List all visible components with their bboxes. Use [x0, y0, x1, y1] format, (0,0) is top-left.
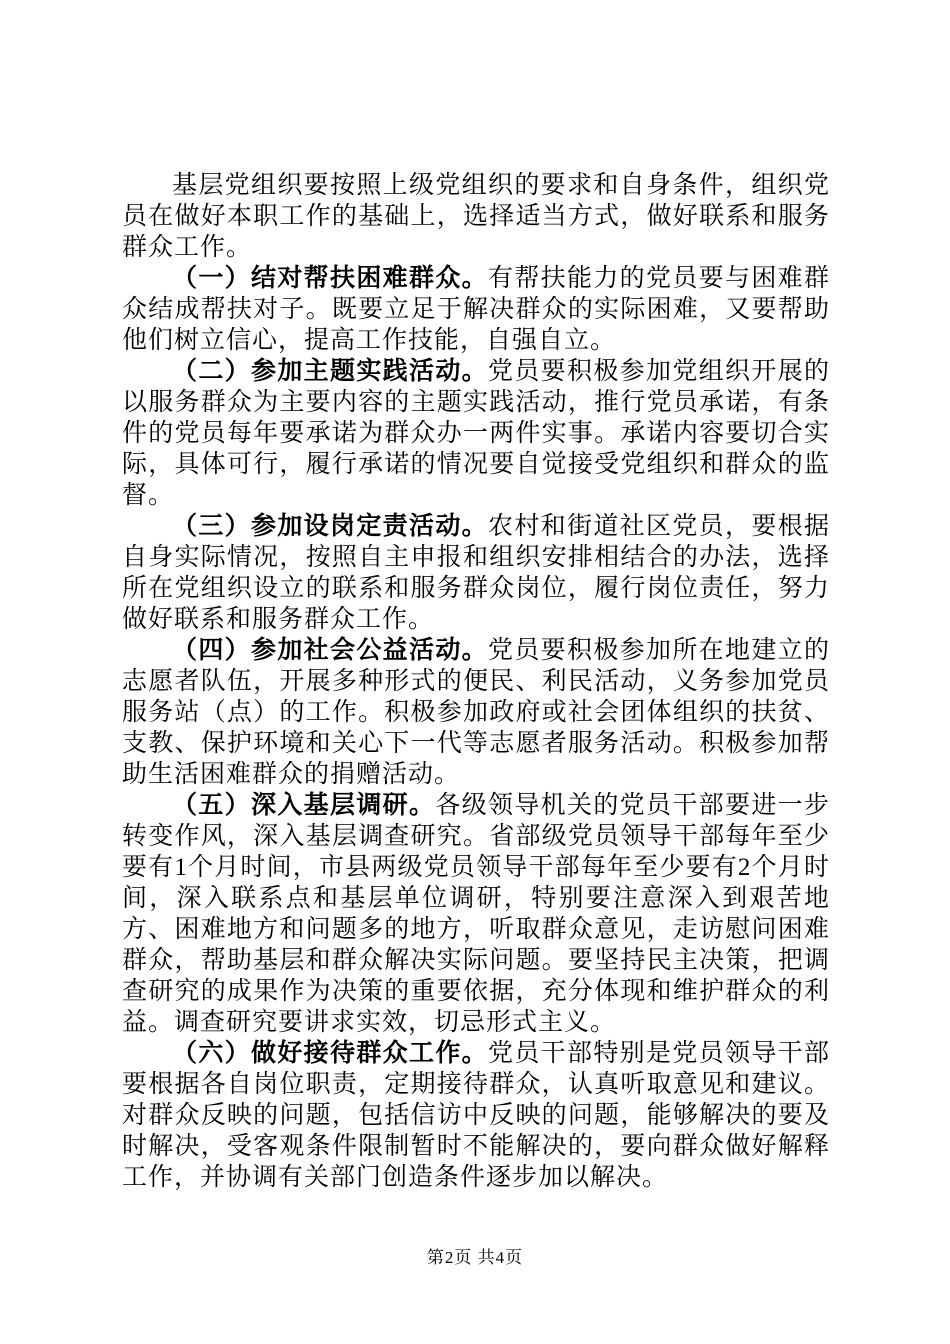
- section-heading: （二）参加主题实践活动。: [172, 358, 488, 385]
- section-heading: （三）参加设岗定责活动。: [172, 513, 488, 540]
- paragraph-text: 各级领导机关的党员干部要进一步转变作风，深入基层调查研究。省部级党员领导干部每年至少要有1个月时间，市县两级党员领导干部每年至少要有2个月时间，深入联系点和基层单位调研，特别要注意深入到艰苦地方、困难地方和问题多的地方，听取群众意见，走访慰问困难群众，帮助基层和群众解决实际问题。要坚持民主决策，把调查研究的成果作为决策的重要依据，充分体现和维护群众的利益。调查研究要讲求实效，切忌形式主义。: [122, 792, 830, 1036]
- section-heading: （六）做好接待群众工作。: [172, 1040, 488, 1067]
- paragraph: [122, 1038, 830, 1193]
- paragraph: [122, 263, 830, 356]
- section-heading: （五）深入基层调研。: [172, 792, 436, 819]
- paragraph-text: 党员要积极参加所在地建立的志愿者队伍，开展多种形式的便民、利民活动，义务参加党员服务站（点）的工作。积极参加政府或社会团体组织的扶贫、支教、保护环境和关心下一代等志愿者服务活动。积极参加帮助生活困难群众的捐赠活动。: [122, 637, 830, 788]
- paragraph: [122, 790, 830, 1038]
- section-heading: （四）参加社会公益活动。: [172, 637, 488, 664]
- paragraph-text: 党员干部特别是党员领导干部要根据各自岗位职责，定期接待群众，认真听取意见和建议。对群众反映的问题，包括信访中反映的问题，能够解决的要及时解决，受客观条件限制暂时不能解决的，要向群众做好解释工作，并协调有关部门创造条件逐步加以解决。: [122, 1040, 830, 1191]
- section-heading: （一）结对帮扶困难群众。: [172, 265, 488, 292]
- paragraph: [122, 635, 830, 790]
- paragraph-text: 党员要积极参加党组织开展的以服务群众为主要内容的主题实践活动，推行党员承诺，有条件的党员每年要承诺为群众办一两件实事。承诺内容要切合实际，具体可行，履行承诺的情况要自觉接受党组织和群众的监督。: [122, 358, 830, 509]
- page-footer: [0, 1243, 950, 1268]
- paragraph: [122, 356, 830, 511]
- paragraph-text: 农村和街道社区党员，要根据自身实际情况，按照自主申报和组织安排相结合的办法，选择所在党组织设立的联系和服务群众岗位，履行岗位责任，努力做好联系和服务群众工作。: [122, 513, 830, 633]
- paragraph: [122, 170, 830, 263]
- paragraph-text: 有帮扶能力的党员要与困难群众结成帮扶对子。既要立足于解决群众的实际困难，又要帮助他们树立信心，提高工作技能，自强自立。: [122, 265, 830, 354]
- document-body: [122, 170, 830, 1193]
- paragraph-text: 基层党组织要按照上级党组织的要求和自身条件，组织党员在做好本职工作的基础上，选择适当方式，做好联系和服务群众工作。: [122, 172, 830, 261]
- page-number: 第2页 共4页: [426, 1248, 524, 1267]
- paragraph: [122, 511, 830, 635]
